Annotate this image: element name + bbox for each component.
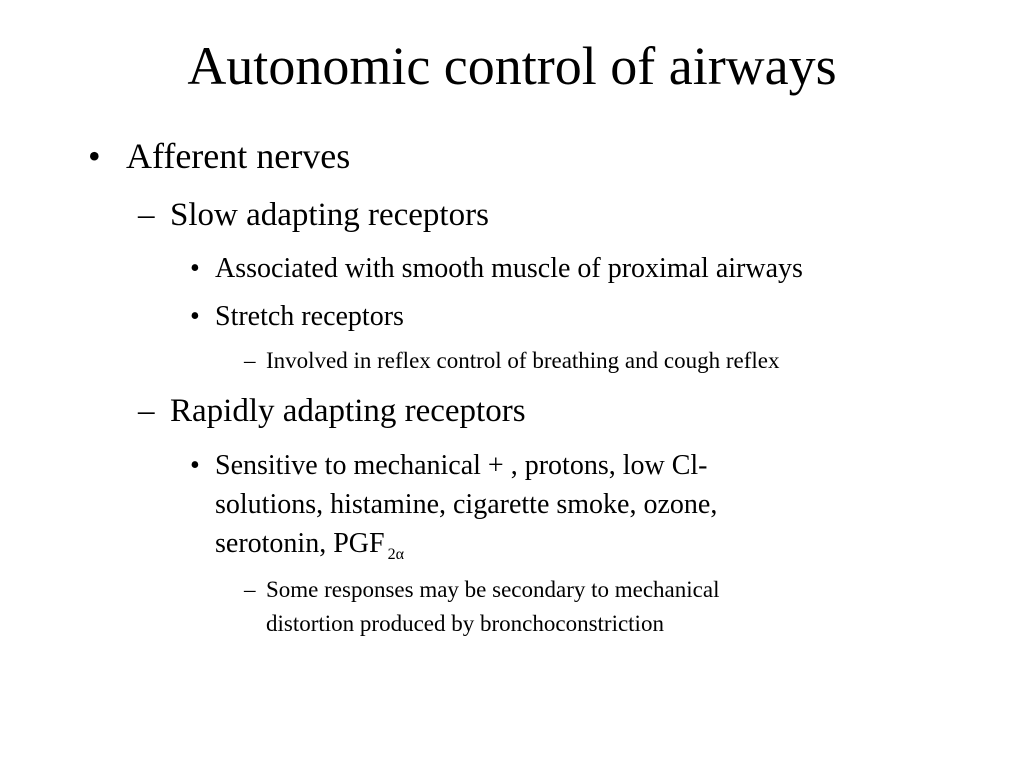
bullet-marker: • (190, 253, 200, 284)
dash-marker: – (244, 577, 256, 602)
bullet-some-responses-line-1: Some responses may be secondary to mechanical (266, 577, 720, 602)
bullet-stretch-receptors: Stretch receptors (215, 301, 404, 332)
bullet-sensitive-line-1: Sensitive to mechanical + , protons, low Cl- (215, 450, 708, 481)
bullet-some-responses-line-2: distortion produced by bronchoconstriction (266, 611, 664, 636)
bullet-marker: • (190, 450, 200, 481)
bullet-afferent-nerves: Afferent nerves (126, 136, 351, 176)
dash-marker: – (244, 348, 256, 373)
bullet-slow-adapting-receptors: Slow adapting receptors (170, 197, 489, 233)
bullet-sensitive-line-2: solutions, histamine, cigarette smoke, ozone, (215, 489, 718, 520)
dash-marker: – (138, 393, 155, 429)
bullet-rapidly-adapting-receptors: Rapidly adapting receptors (170, 393, 526, 429)
dash-marker: – (138, 197, 155, 233)
bullet-associated-smooth-muscle: Associated with smooth muscle of proximal airways (215, 253, 803, 284)
slide-title: Autonomic control of airways (187, 36, 837, 96)
pgf-subscript: 2α (387, 546, 404, 563)
bullet-marker: • (88, 136, 101, 176)
bullet-involved-reflex-control: Involved in reflex control of breathing and cough reflex (266, 348, 780, 373)
pgf-text: serotonin, PGF (215, 528, 385, 559)
bullet-sensitive-line-3 (215, 526, 404, 566)
bullet-marker: • (190, 301, 200, 332)
